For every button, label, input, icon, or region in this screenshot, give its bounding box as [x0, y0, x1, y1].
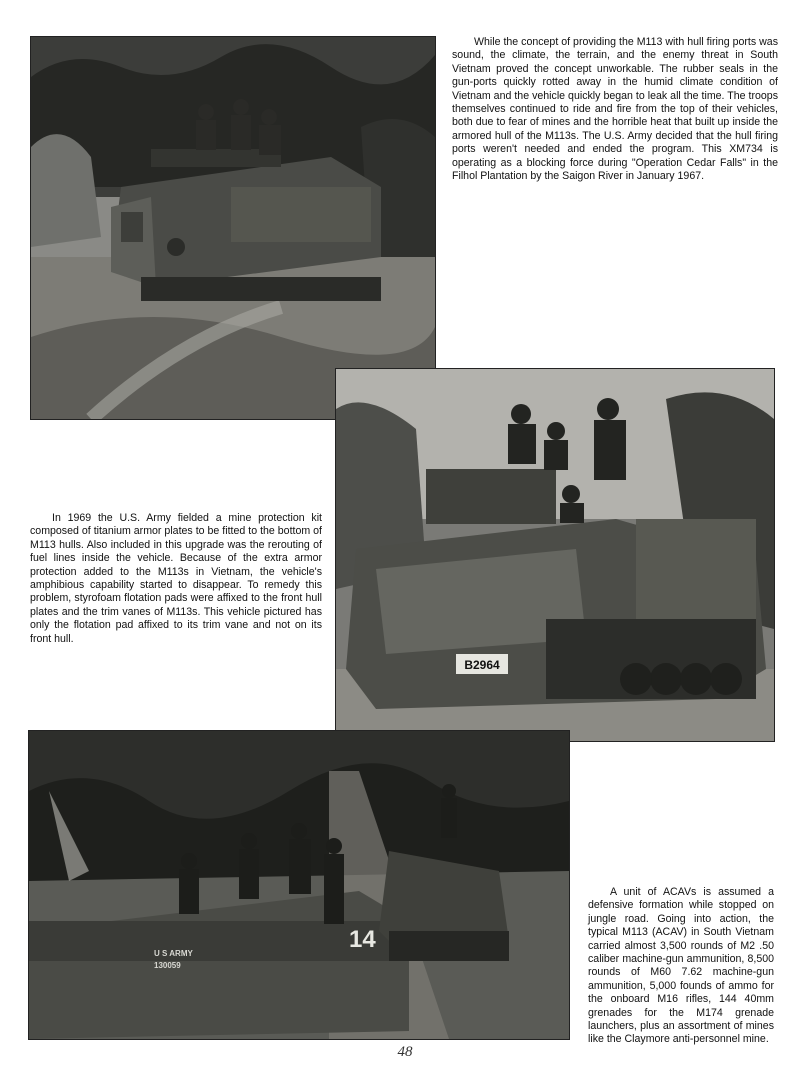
photo-xm734-operation-cedar-falls: [30, 36, 436, 420]
m113-photo-graphic: [336, 369, 774, 741]
caption-top-text: While the concept of providing the M113 with hull firing ports was sound, the climate, the terrain, and the enemy threat in South Vietnam proved the concept unworkable. The rubber seals in the gun-ports quickly rotted away in the humid climate condition of Vietnam and the vehicle quickly began to leak all the time. The troops themselves continued to ride and fire from the top of their vehicles, both due to fear of mines and the horrible heat that built up inside the armored hull of the M113s. The U.S. Army decided that the hull firing ports weren't needed and ended the program. This XM734 is operating as a blocking force during "Operation Cedar Falls" in the Filhol Plantation by the Saigon River in January 1967.: [452, 36, 778, 183]
caption-acav-defensive-formation: [588, 886, 774, 1047]
hull-serial-number: 130059: [154, 961, 181, 970]
caption-middle-text: In 1969 the U.S. Army fielded a mine protection kit composed of titanium armor plates to be fitted to the bottom of M113 hulls. Also included in this upgrade was the rerouting of fuel lines inside the vehicle. Because of the extra armor protection added to the M113s in Vietnam, the vehicle's amphibious capability started to disappear. To remedy this problem, styrofoam flotation pads were affixed to the front hull plates and the trim vanes of M113s. This vehicle pictured has only the flotation pad affixed to its trim vane and not on its front hull.: [30, 512, 322, 645]
caption-bottom-text: A unit of ACAVs is assumed a defensive formation while stopped on jungle road. Going into action, the typical M113 (ACAV) in South Vietnam carried almost 3,500 rounds of M2 .50 caliber machine-gun ammunition, 8,500 rounds of M60 7.62 machine-gun ammunition, 5,000 founds of ammo for the onboard M16 rifles, 144 40mm grenades for the M174 grenade launchers, plus an assortment of mines like the Claymore anti-personnel mine.: [588, 886, 774, 1046]
photo-m113-mine-protection: [335, 368, 775, 742]
vehicle-number-plate: B2964: [464, 658, 500, 672]
photo-acav-unit-jungle-road: [28, 730, 570, 1040]
acav-photo-graphic: [29, 731, 569, 1039]
vehicle-number-14: 14: [349, 926, 376, 953]
caption-hull-firing-ports: [452, 36, 778, 183]
xm734-photo-graphic: [31, 37, 435, 419]
hull-marking-us-army: U S ARMY: [154, 949, 193, 958]
page-number: 48: [397, 1044, 413, 1060]
caption-mine-protection-kit: [30, 512, 322, 646]
